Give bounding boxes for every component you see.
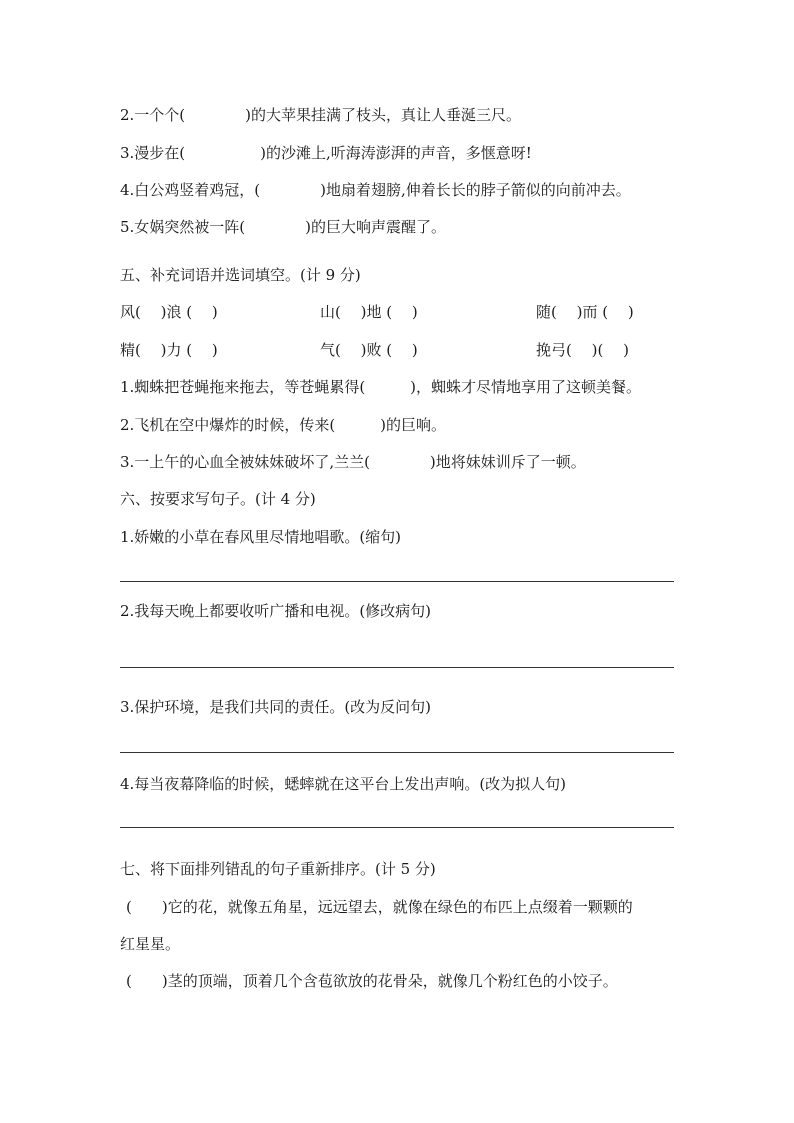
word-blank-6: 挽弓( )( ) (536, 341, 629, 359)
section7-heading: 七、将下面排列错乱的句子重新排序。(计 5 分) (120, 860, 436, 878)
word-blank-1: 风( )浪 ( ) (120, 303, 218, 321)
s5-item-2: 2.飞机在空中爆炸的时候，传来( )的巨响。 (120, 416, 447, 434)
s4-item-3: 3.漫步在( )的沙滩上,听海涛澎湃的声音，多惬意呀! (120, 144, 532, 162)
s4-item-4: 4.白公鸡竖着鸡冠，( )地扇着翅膀,伸着长长的脖子箭似的向前冲去。 (120, 181, 631, 199)
section6-heading: 六、按要求写句子。(计 4 分) (120, 490, 316, 508)
answer-line-3 (120, 752, 674, 753)
answer-line-1 (120, 581, 674, 582)
s4-item-5: 5.女娲突然被一阵( )的巨大响声震醒了。 (120, 218, 447, 236)
answer-line-2 (120, 667, 674, 668)
section5-heading: 五、补充词语并选词填空。(计 9 分) (120, 266, 361, 284)
s7-item-1-line-1: ( )它的花，就像五角星，远远望去，就像在绿色的布匹上点缀着一颗颗的 (126, 898, 633, 916)
s4-item-2: 2.一个个( )的大苹果挂满了枝头，真让人垂涎三尺。 (120, 106, 522, 124)
s6-item-3: 3.保护环境，是我们共同的责任。(改为反问句) (120, 698, 432, 716)
s5-item-3: 3.一上午的心血全被妹妹破坏了,兰兰( )地将妹妹训斥了一顿。 (120, 453, 586, 471)
s6-item-1: 1.娇嫩的小草在春风里尽情地唱歌。(缩句) (120, 528, 402, 546)
s6-item-2: 2.我每天晚上都要收听广播和电视。(修改病句) (120, 602, 432, 620)
word-blank-2: 山( )地 ( ) (320, 303, 418, 321)
s6-item-4: 4.每当夜幕降临的时候，蟋蟀就在这平台上发出声响。(改为拟人句) (120, 775, 567, 793)
word-blank-4: 精( )力 ( ) (120, 341, 218, 359)
word-blank-3: 随( )而 ( ) (536, 303, 634, 321)
word-blank-5: 气( )败 ( ) (320, 341, 418, 359)
s5-item-1: 1.蜘蛛把苍蝇拖来拖去，等苍蝇累得( )，蜘蛛才尽情地享用了这顿美餐。 (120, 378, 642, 396)
s7-item-2: ( )茎的顶端，顶着几个含苞欲放的花骨朵，就像几个粉红色的小饺子。 (126, 972, 618, 990)
answer-line-4 (120, 827, 674, 828)
s7-item-1-line-2: 红星星。 (120, 935, 181, 953)
